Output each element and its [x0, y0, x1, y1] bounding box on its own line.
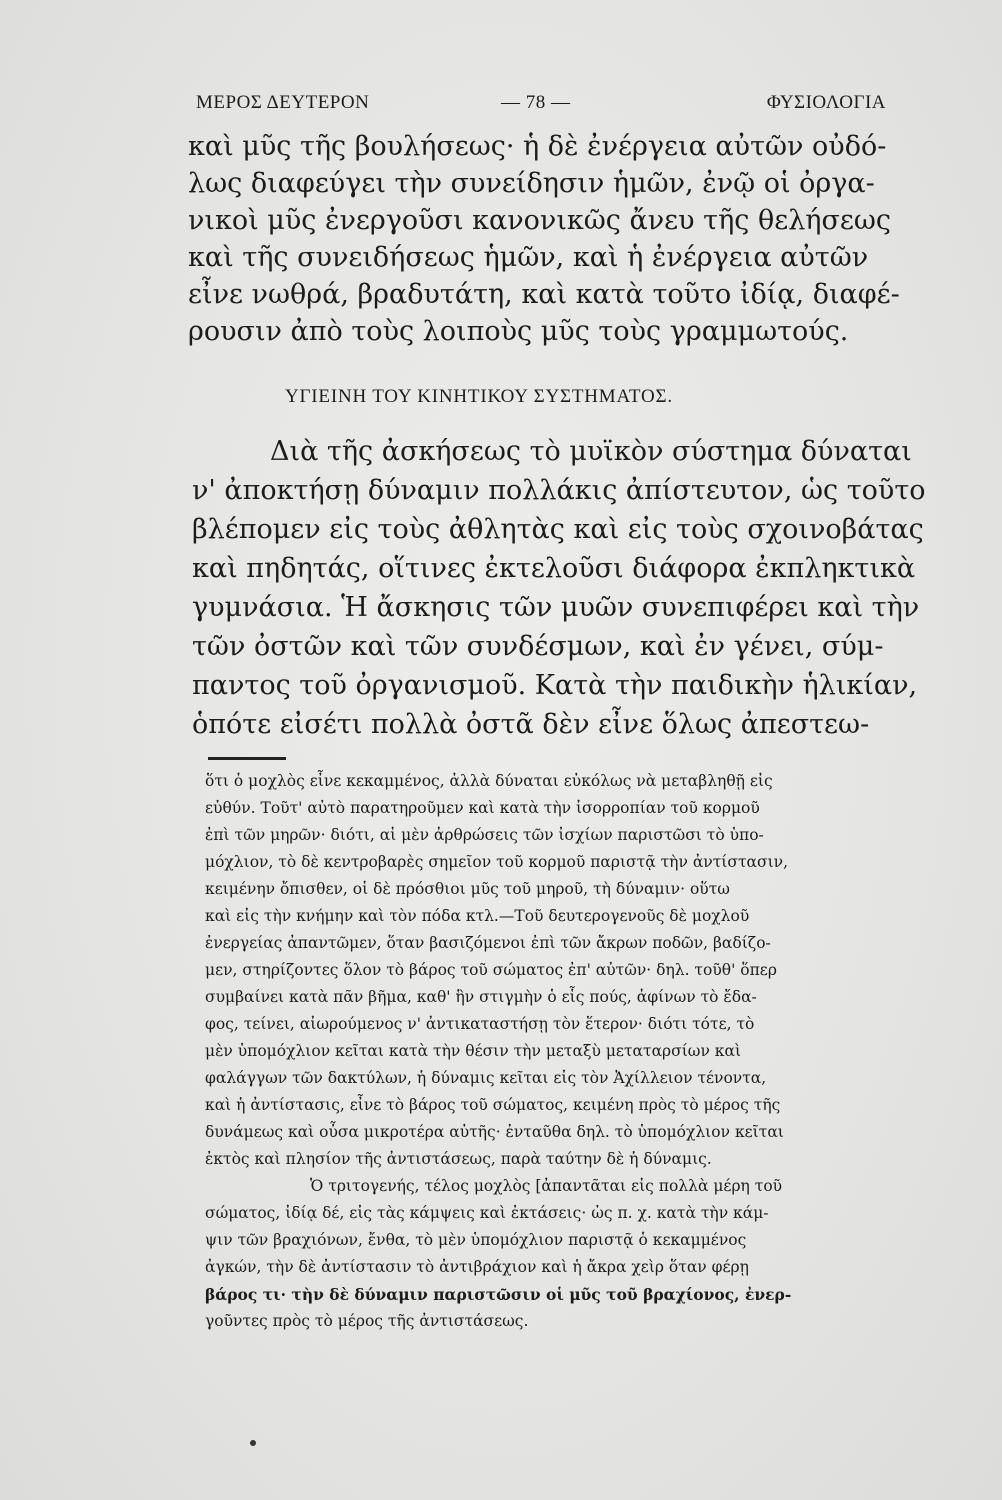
text-line: καὶ μῦς τῆς βουλήσεως· ἡ δὲ ἐνέργεια αὐτῶν οὐδό-	[188, 131, 887, 162]
running-header	[196, 92, 886, 124]
header-part-title: ΜΕΡΟΣ ΔΕΥΤΕΡΟΝ	[196, 92, 370, 113]
footnote-line: βάρος τι· τὴν δὲ δύναμιν παριστῶσιν οἱ μῦς τοῦ βραχίονος, ἐνερ-	[205, 1285, 792, 1304]
section-paragraph	[192, 432, 926, 744]
text-line: τῶν ὀστῶν καὶ τῶν συνδέσμων, καὶ ἐν γένει, σύμ-	[192, 631, 884, 662]
intro-paragraph	[188, 128, 908, 350]
footnote-line: ὅτι ὁ μοχλὸς εἶνε κεκαμμένος, ἀλλὰ δύναται εὐκόλως νὰ μεταβληθῇ εἰς	[205, 772, 773, 790]
footnote-line: γοῦντες πρὸς τὸ μέρος τῆς ἀντιστάσεως.	[205, 1312, 529, 1330]
footnote-line: καὶ ἡ ἀντίστασις, εἶνε τὸ βάρος τοῦ σώματος, κειμένη πρὸς τὸ μέρος τῆς	[205, 1096, 781, 1114]
footnote-line: καὶ εἰς τὴν κνήμην καὶ τὸν πόδα κτλ.—Τοῦ δευτερογενοῦς δὲ μοχλοῦ	[205, 907, 750, 925]
footnote-line: εὐθύν. Τοῦτ' αὐτὸ παρατηροῦμεν καὶ κατὰ τὴν ἰσορροπίαν τοῦ κορμοῦ	[205, 799, 760, 817]
text-line: εἶνε νωθρά, βραδυτάτη, καὶ κατὰ τοῦτο ἰδίᾳ, διαφέ-	[188, 279, 900, 310]
footnote-line: ψιν τῶν βραχιόνων, ἔνθα, τὸ μὲν ὑπομόχλιον παριστᾷ ὁ κεκαμμένος	[205, 1231, 747, 1249]
footnote-line: μὲν ὑπομόχλιον κεῖται κατὰ τὴν θέσιν τὴν μεταξὺ μεταταρσίων καὶ	[205, 1042, 742, 1060]
footnote-line: μόχλιον, τὸ δὲ κεντροβαρὲς σημεῖον τοῦ κορμοῦ παριστᾷ τὴν ἀντίστασιν,	[205, 853, 788, 871]
page-number: — 78 —	[501, 92, 571, 113]
section-heading: ΥΓΙΕΙΝΗ ΤΟΥ ΚΙΝΗΤΙΚΟΥ ΣΥΣΤΗΜΑΤΟΣ.	[285, 386, 673, 407]
footnote-line: ἐπὶ τῶν μηρῶν· διότι, αἱ μὲν ἀρθρώσεις τῶν ἰσχίων παριστῶσι τὸ ὑπο-	[205, 826, 764, 844]
ink-dot	[250, 1440, 256, 1446]
footnote-line: ἐνεργείας ἀπαντῶμεν, ὅταν βασιζόμενοι ἐπὶ τῶν ἄκρων ποδῶν, βαδίζο-	[205, 934, 771, 952]
text-line: βλέπομεν εἰς τοὺς ἀθλητὰς καὶ εἰς τοὺς σχοινοβάτας	[192, 514, 924, 545]
text-line: Διὰ τῆς ἀσκήσεως τὸ μυϊκὸν σύστημα δύναται	[270, 436, 912, 467]
text-line: ν' ἀποκτήσῃ δύναμιν πολλάκις ἀπίστευτον, ὡς τοῦτο	[192, 475, 926, 506]
text-line: παντος τοῦ ὀργανισμοῦ. Κατὰ τὴν παιδικὴν ἡλικίαν,	[192, 670, 918, 701]
text-line: λως διαφεύγει τὴν συνείδησιν ἡμῶν, ἐνῷ οἱ ὀργα-	[188, 168, 875, 199]
footnote-line: κειμένην ὄπισθεν, οἱ δὲ πρόσθιοι μῦς τοῦ μηροῦ, τὴ δύναμιν· οὕτω	[205, 880, 730, 898]
footnote-line: συμβαίνει κατὰ πᾶν βῆμα, καθ' ἣν στιγμὴν ὁ εἷς πούς, ἀφίνων τὸ ἔδα-	[205, 988, 757, 1006]
text-line: γυμνάσια. Ἡ ἄσκησις τῶν μυῶν συνεπιφέρει καὶ τὴν	[192, 592, 920, 623]
footnote-divider	[208, 757, 286, 760]
text-line: ὁπότε εἰσέτι πολλὰ ὀστᾶ δὲν εἶνε ὅλως ἀπεστεω-	[192, 709, 870, 740]
footnote-line: μεν, στηρίζοντες ὅλον τὸ βάρος τοῦ σώματος ἐπ' αὐτῶν· δηλ. τοῦθ' ὅπερ	[205, 961, 777, 979]
text-line: καὶ τῆς συνειδήσεως ἡμῶν, καὶ ἡ ἐνέργεια αὐτῶν	[188, 242, 869, 273]
footnote-line: φος, τείνει, αἰωρούμενος ν' ἀντικαταστήσῃ τὸν ἕτερον· διότι τότε, τὸ	[205, 1015, 755, 1033]
header-subject: ΦΥΣΙΟΛΟΓΙΑ	[766, 92, 886, 113]
footnote-line: Ὁ τριτογενής, τέλος μοχλὸς [ἀπαντᾶται εἰς πολλὰ μέρη τοῦ	[310, 1177, 783, 1195]
text-line: ρουσιν ἀπὸ τοὺς λοιποὺς μῦς τοὺς γραμμωτούς.	[188, 316, 849, 347]
text-line: καὶ πηδητάς, οἵτινες ἐκτελοῦσι διάφορα ἐκπληκτικὰ	[192, 553, 916, 584]
footnote-line: σώματος, ἰδίᾳ δέ, εἰς τὰς κάμψεις καὶ ἐκτάσεις· ὡς π. χ. κατὰ τὴν κάμ-	[205, 1204, 769, 1222]
footnote-line: ἐκτὸς καὶ πλησίον τῆς ἀντιστάσεως, παρὰ ταύτην δὲ ἡ δύναμις.	[205, 1150, 712, 1168]
footnotes	[205, 768, 905, 1335]
footnote-line: δυνάμεως καὶ οὖσα μικροτέρα αὐτῆς· ἐνταῦθα δηλ. τὸ ὑπομόχλιον κεῖται	[205, 1123, 784, 1141]
footnote-line: ἀγκών, τὴν δὲ ἀντίστασιν τὸ ἀντιβράχιον καὶ ἡ ἄκρα χεὶρ ὅταν φέρῃ	[205, 1258, 749, 1276]
text-line: νικοὶ μῦς ἐνεργοῦσι κανονικῶς ἄνευ τῆς θελήσεως	[188, 205, 892, 236]
footnote-line: φαλάγγων τῶν δακτύλων, ἡ δύναμις κεῖται εἰς τὸν Ἀχίλλειον τένοντα,	[205, 1069, 767, 1087]
